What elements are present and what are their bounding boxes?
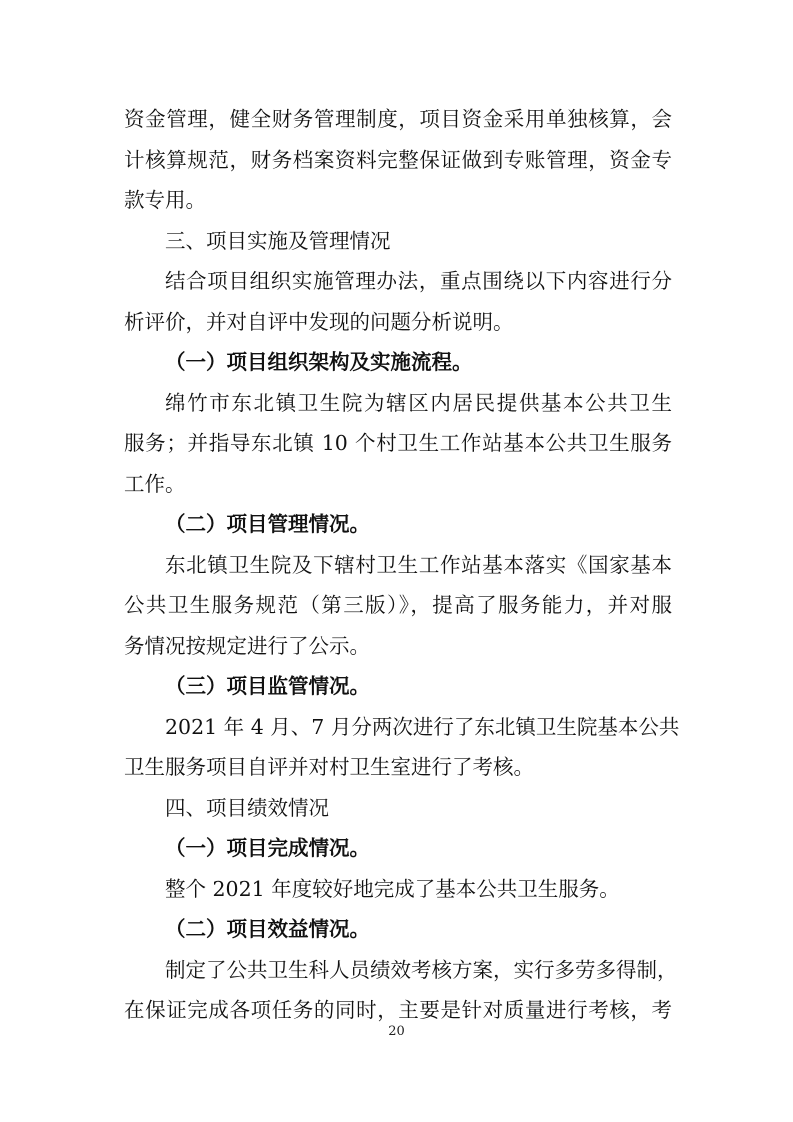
body-text-line: 结合项目组织实施管理办法，重点围绕以下内容进行分 bbox=[165, 269, 672, 293]
subsection-heading: （二）项目效益情况。 bbox=[165, 917, 370, 941]
page-number: 20 bbox=[388, 1024, 405, 1039]
body-text-line: 计核算规范，财务档案资料完整保证做到专账管理，资金专 bbox=[124, 147, 672, 172]
body-text-line: 析评价，并对自评中发现的问题分析说明。 bbox=[124, 309, 514, 334]
body-text-line: 制定了公共卫生科人员绩效考核方案，实行多劳多得制， bbox=[165, 957, 678, 982]
body-text-line: 款专用。 bbox=[124, 188, 206, 212]
body-text-line: 整个 2021 年度较好地完成了基本公共卫生服务。 bbox=[165, 876, 620, 901]
body-text-line: 2021 年 4 月、7 月分两次进行了东北镇卫生院基本公共 bbox=[165, 714, 680, 739]
body-text-line: 在保证完成各项任务的同时，主要是针对质量进行考核，考 bbox=[124, 998, 672, 1022]
body-text-line: 东北镇卫生院及下辖村卫生工作站基本落实《国家基本 bbox=[165, 552, 672, 577]
subsection-heading: （三）项目监管情况。 bbox=[165, 674, 370, 698]
body-text-line: 工作。 bbox=[124, 471, 186, 496]
body-text-line: 资金管理，健全财务管理制度，项目资金采用单独核算，会 bbox=[124, 107, 672, 131]
subsection-heading: （一）项目组织架构及实施流程。 bbox=[165, 350, 473, 374]
subsection-heading: （一）项目完成情况。 bbox=[165, 836, 370, 860]
section-heading: 四、项目绩效情况 bbox=[165, 795, 329, 820]
body-text-line: 务情况按规定进行了公示。 bbox=[124, 633, 370, 658]
body-text-line: 绵竹市东北镇卫生院为辖区内居民提供基本公共卫生 bbox=[165, 390, 672, 415]
body-text-line: 公共卫生服务规范（第三版）》，提高了服务能力，并对服 bbox=[124, 593, 672, 617]
body-text-line: 服务；并指导东北镇 10 个村卫生工作站基本公共卫生服务 bbox=[124, 431, 672, 455]
subsection-heading: （二）项目管理情况。 bbox=[165, 512, 370, 536]
section-heading: 三、项目实施及管理情况 bbox=[165, 228, 391, 253]
body-text-line: 卫生服务项目自评并对村卫生室进行了考核。 bbox=[124, 755, 534, 779]
